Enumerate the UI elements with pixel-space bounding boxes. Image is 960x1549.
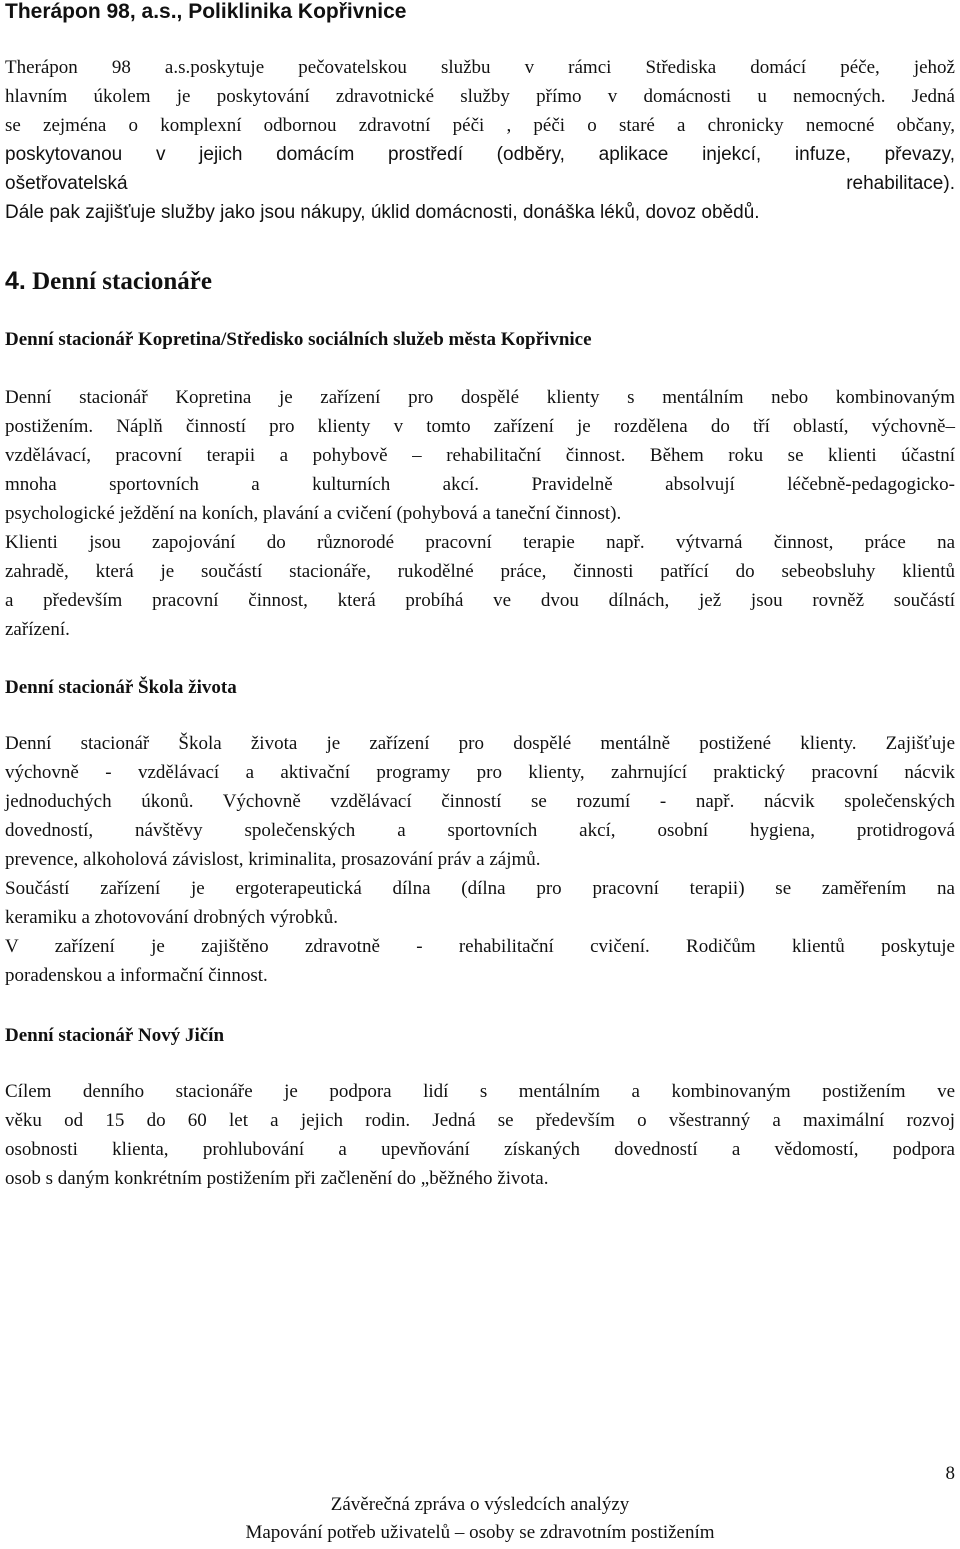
page-number: 8 (945, 1463, 955, 1484)
paragraph-line: psychologické ježdění na koních, plavání a cvičení (pohybová a taneční činnost). (5, 503, 622, 524)
paragraph-line: mnoha sportovních a kulturních akcí. Pravidelně absolvují léčebně-pedagogicko- (5, 474, 955, 495)
paragraph-line: Therápon 98 a.s.poskytuje pečovatelskou službu v rámci Střediska domácí péče, jehož (5, 57, 955, 78)
paragraph-line: jednoduchých úkonů. Výchovně vzdělávací činností se rozumí - např. nácvik společenských (5, 791, 955, 812)
paragraph-line: V zařízení je zajištěno zdravotně - rehabilitační cvičení. Rodičům klientů poskytuje (5, 936, 955, 957)
section-title: Therápon 98, a.s., Poliklinika Kopřivnice (5, 0, 407, 23)
paragraph-line: postižením. Náplň činností pro klienty v tomto zařízení je rozdělena do tří oblastí, výchovně– (5, 416, 955, 437)
kopretina-heading: Denní stacionář Kopretina/Středisko sociálních služeb města Kopřivnice (5, 329, 592, 350)
paragraph-line: vzdělávací, pracovní terapii a pohybově – rehabilitační činnost. Během roku se klienti účastní (5, 445, 955, 466)
paragraph-line: poradenskou a informační činnost. (5, 965, 268, 986)
paragraph-line: věku od 15 do 60 let a jejich rodin. Jedná se především o všestranný a maximální rozvoj (5, 1110, 955, 1131)
footer-project-title: Mapování potřeb uživatelů – osoby se zdravotním postižením (245, 1522, 715, 1543)
paragraph-line: Dále pak zajišťuje služby jako jsou nákupy, úklid domácnosti, donáška léků, dovoz obědů. (5, 202, 760, 223)
paragraph-line: zařízení. (5, 619, 70, 640)
paragraph-line: prevence, alkoholová závislost, kriminalita, prosazování práv a zájmů. (5, 849, 541, 870)
skola-heading: Denní stacionář Škola života (5, 677, 237, 698)
paragraph-line: a především pracovní činnost, která probíhá ve dvou dílnách, jež jsou rovněž součástí (5, 590, 955, 611)
chapter-number: 4. (5, 267, 26, 295)
paragraph-line: výchovně - vzdělávací a aktivační programy pro klienty, zahrnující praktický pracovní nácvik (5, 762, 955, 783)
paragraph-line: dovedností, návštěvy společenských a sportovních akcí, osobní hygiena, protidrogová (5, 820, 955, 841)
novy-jicin-heading: Denní stacionář Nový Jičín (5, 1025, 225, 1046)
paragraph-line: keramiku a zhotovování drobných výrobků. (5, 907, 338, 928)
paragraph-line: Denní stacionář Škola života je zařízení pro dospělé mentálně postižené klienty. Zajišťuje (5, 733, 955, 754)
paragraph-line: Cílem denního stacionáře je podpora lidí s mentálním a kombinovaným postižením ve (5, 1081, 955, 1102)
paragraph-line: se zejména o komplexní odbornou zdravotní péči , péči o staré a chronicky nemocné občany, (5, 115, 955, 136)
paragraph-line: hlavním úkolem je poskytování zdravotnické služby přímo v domácnosti u nemocných. Jedná (5, 86, 955, 107)
paragraph-line: poskytovanou v jejich domácím prostředí (odběry, aplikace injekcí, infuze, převazy, (5, 144, 955, 165)
paragraph-line: Denní stacionář Kopretina je zařízení pro dospělé klienty s mentálním nebo kombinovaným (5, 387, 955, 408)
paragraph-line: Součástí zařízení je ergoterapeutická dílna (dílna pro pracovní terapii) se zaměřením na (5, 878, 955, 899)
chapter-title: Denní stacionáře (32, 268, 212, 295)
footer-report-title: Závěrečná zpráva o výsledcích analýzy (330, 1494, 630, 1515)
paragraph-line: osob s daným konkrétním postižením při začlenění do „běžného života. (5, 1168, 549, 1189)
paragraph-line: osobnosti klienta, prohlubování a upevňování získaných dovedností a vědomostí, podpora (5, 1139, 955, 1160)
paragraph-line: zahradě, která je součástí stacionáře, rukodělné práce, činnosti patřící do sebeobsluhy klientů (5, 561, 955, 582)
paragraph-line: ošetřovatelská rehabilitace). (5, 173, 955, 194)
chapter-heading (5, 266, 212, 297)
paragraph-line: Klienti jsou zapojování do různorodé pracovní terapie např. výtvarná činnost, práce na (5, 532, 955, 553)
